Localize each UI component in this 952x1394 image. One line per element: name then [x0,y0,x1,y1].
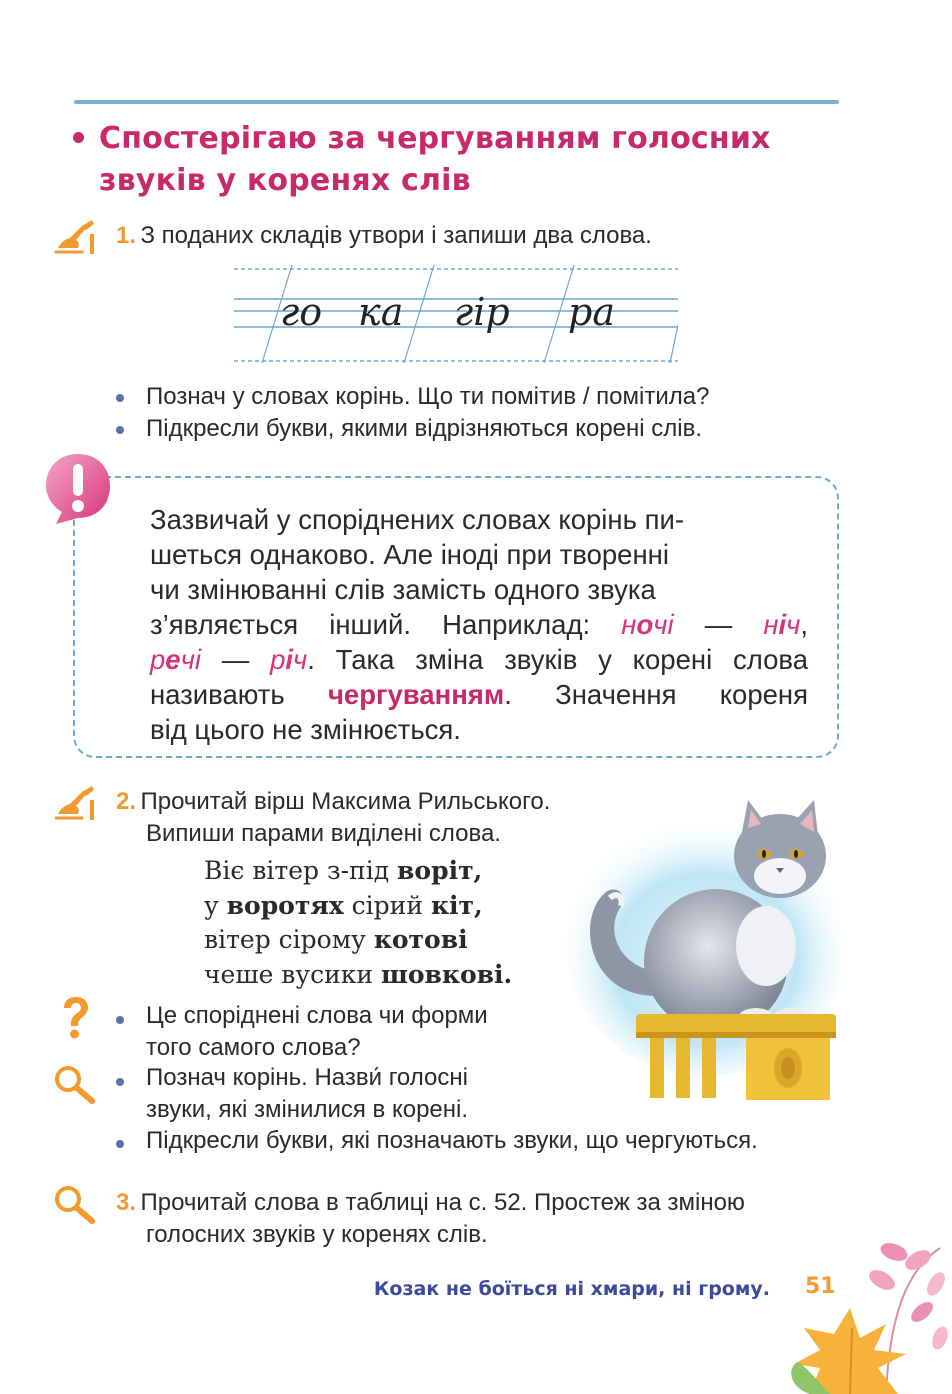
task2-instruction-1: Прочитай вірш Максима Рильського. [140,788,551,815]
task2-number: 2. [116,788,137,815]
bullet-dot [116,394,124,402]
bullet-dot [116,1140,124,1148]
term-alternation: чергуванням [327,679,505,710]
writing-hand-icon [52,218,98,258]
magnifier-icon [52,1064,96,1104]
task3-instruction-2: голосних звуків у коренях слів. [146,1221,488,1248]
rule-text [150,502,808,747]
poem-line-4: чеше вусики шовкові. [204,959,513,989]
example-comma: , [800,609,808,640]
poem [204,854,564,992]
task3-instruction-1: Прочитай слова в таблиці на с. 52. Простеж за зміною [140,1189,745,1216]
rule-line-5 [150,642,808,677]
magnifier-icon [52,1184,96,1224]
task2-bullet-1: Це споріднені слова чи форми того самого слова? [146,1002,488,1061]
task1-bullet-1: Познач у словах корінь. Що ти помітив / помітила? [146,383,710,410]
task2-bullet-3: Підкресли букви, які позначають звуки, що чергуються. [146,1127,758,1154]
autumn-leaves-decoration [790,1238,952,1394]
example-dash: — [704,609,733,640]
bullet-dot [116,1078,124,1086]
poem-line-3: вітер сірому котові [204,925,468,954]
question-mark-icon [58,996,92,1040]
rule-line-7: від цього не змінюється. [150,714,461,745]
task3-header [116,1187,745,1219]
title-bullet [73,132,84,143]
rule-line-6 [150,677,808,712]
rule-line-4-text: з’являється інший. Наприклад: [150,609,591,640]
example-nich: ніч [763,609,801,640]
task2-instruction-2: Випиши парами виділені слова. [146,820,501,847]
section-title-line2: звуків у коренях слів [99,163,471,198]
rule-line-6-post: . Значення кореня [504,679,808,710]
example-dash: — [221,644,250,675]
poem-line-1: Віє вітер з-під воріт, [204,856,483,885]
example-nochi: ночі [621,609,674,640]
writing-hand-icon [52,784,98,824]
task3-number: 3. [116,1189,137,1216]
cat-illustration [566,796,840,1106]
section-title-line1: Спостерігаю за чергуванням голосних [99,121,771,156]
task1-header [116,220,652,252]
task2-header [116,786,550,818]
rule-line-5-text: . Така зміна звуків у корені слова [307,644,808,675]
top-divider [74,100,839,104]
rule-line-2: шеться однаково. Але іноді при творенні [150,539,669,570]
syllable-ka: ка [358,290,404,334]
example-rechi: речі [150,644,201,675]
bullet-dot [116,1016,124,1024]
exclamation-icon [42,450,114,526]
example-rich: річ [270,644,308,675]
section-title [99,118,839,202]
syllable-hir: гір [454,290,510,334]
task2-bullet-2: Познач корінь. Назви́ голосні звуки, які змінилися в корені. [146,1064,469,1123]
rule-line-6-pre: називають [150,679,285,710]
task1-number: 1. [116,222,137,249]
syllable-go: го [280,290,323,334]
rule-line-4 [150,607,808,642]
task1-instruction: З поданих складів утвори і запиши два слова. [140,222,652,249]
syllable-ra: ра [568,290,615,334]
handwriting-lines [234,265,678,365]
poem-line-2: у воротях сірий кіт, [204,890,483,920]
page-number: 51 [805,1274,836,1299]
bullet-dot [116,426,124,434]
footer-proverb: Козак не боїться ні хмари, ні грому. [373,1278,770,1300]
rule-line-3: чи змінюванні слів замість одного звука [150,574,656,605]
task1-bullet-2: Підкресли букви, якими відрізняються корені слів. [146,415,703,442]
rule-line-1: Зазвичай у споріднених словах корінь пи- [150,504,684,535]
